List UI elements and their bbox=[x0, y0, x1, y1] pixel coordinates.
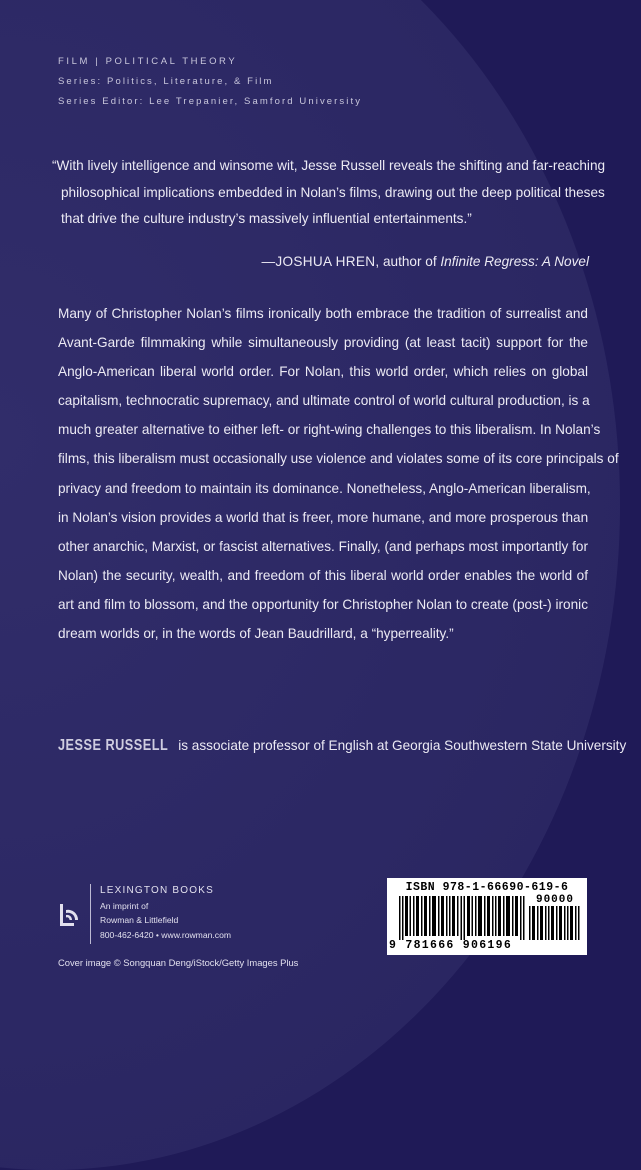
author-name: JESSE RUSSELL bbox=[58, 737, 169, 754]
description-line: other anarchic, Marxist, or fascist alternatives. Finally, (and perhaps most importantly for bbox=[58, 538, 588, 554]
lexington-logo-icon bbox=[58, 902, 84, 928]
book-description bbox=[58, 299, 619, 648]
description-line: Many of Christopher Nolan’s films ironically both embrace the tradition of surrealist and bbox=[58, 306, 588, 321]
description-line: Avant-Garde filmmaking while simultaneously providing (at least tacit) support for the bbox=[58, 335, 588, 351]
description-line: Anglo-American liberal world order. For Nolan, this world order, which relies on global bbox=[58, 364, 588, 380]
series-info bbox=[58, 52, 362, 112]
publisher-name: LEXINGTON BOOKS bbox=[100, 885, 214, 896]
author-bio-text: is associate professor of English at Georgia Southwestern State University bbox=[174, 738, 627, 753]
cover-image-credit: Cover image © Songquan Deng/iStock/Getty Images Plus bbox=[58, 957, 299, 968]
description-line: privacy and freedom to maintain its dominance. Nonetheless, Anglo-American liberalism, bbox=[58, 480, 591, 496]
addon-barcode-bars bbox=[529, 906, 581, 940]
quote-line: “With lively intelligence and winsome wit, Jesse Russell reveals the shifting and far-reaching bbox=[52, 158, 606, 173]
author-bio bbox=[58, 737, 627, 755]
description-line: art and film to blossom, and the opportunity for Christopher Nolan to create (post-) ironic bbox=[58, 596, 588, 612]
imprint-parent: Rowman & Littlefield bbox=[100, 915, 179, 925]
publisher-contact: 800-462-6420 • www.rowman.com bbox=[100, 929, 232, 940]
publisher-divider bbox=[90, 884, 91, 944]
ean-digits: 9 781666 906196 bbox=[389, 939, 513, 952]
description-line: much greater alternative to either left- or right-wing challenges to this liberalism. In Nolan’s bbox=[58, 422, 601, 438]
attribution-text: , author of bbox=[375, 254, 441, 269]
category-label: FILM | POLITICAL THEORY bbox=[58, 56, 238, 67]
publisher-block bbox=[58, 884, 318, 954]
endorser-book-title: Infinite Regress: A Novel bbox=[440, 254, 589, 269]
endorser-name: —JOSHUA HREN bbox=[261, 254, 376, 269]
endorsement-quote bbox=[52, 153, 606, 233]
isbn-number: ISBN 978-1-66690-619-6 bbox=[405, 881, 569, 894]
description-line: Nolan) the security, wealth, and freedom of this liberal world order enables the world of bbox=[58, 567, 588, 583]
endorsement-attribution bbox=[262, 254, 589, 269]
description-line: dream worlds or, in the words of Jean Baudrillard, a “hyperreality.” bbox=[58, 626, 454, 642]
series-editor: Series Editor: Lee Trepanier, Samford University bbox=[58, 96, 363, 107]
quote-line: philosophical implications embedded in Nolan’s films, drawing out the deep political theses bbox=[61, 184, 605, 200]
isbn-barcode bbox=[387, 878, 587, 955]
description-line: films, this liberalism must occasionally use violence and violates some of its core principals of bbox=[58, 451, 619, 467]
ean-barcode-bars bbox=[399, 896, 527, 940]
price-code: 90000 bbox=[535, 894, 574, 906]
imprint-line: An imprint of bbox=[100, 900, 149, 911]
quote-line: that drive the culture industry’s massively influential entertainments.” bbox=[61, 211, 472, 226]
publisher-text bbox=[100, 884, 231, 942]
series-name: Series: Politics, Literature, & Film bbox=[58, 76, 274, 87]
description-line: in Nolan’s vision provides a world that is freer, more humane, and more prosperous than bbox=[58, 509, 589, 525]
description-line: capitalism, technocratic supremacy, and ultimate control of world cultural production, is a bbox=[58, 393, 590, 409]
